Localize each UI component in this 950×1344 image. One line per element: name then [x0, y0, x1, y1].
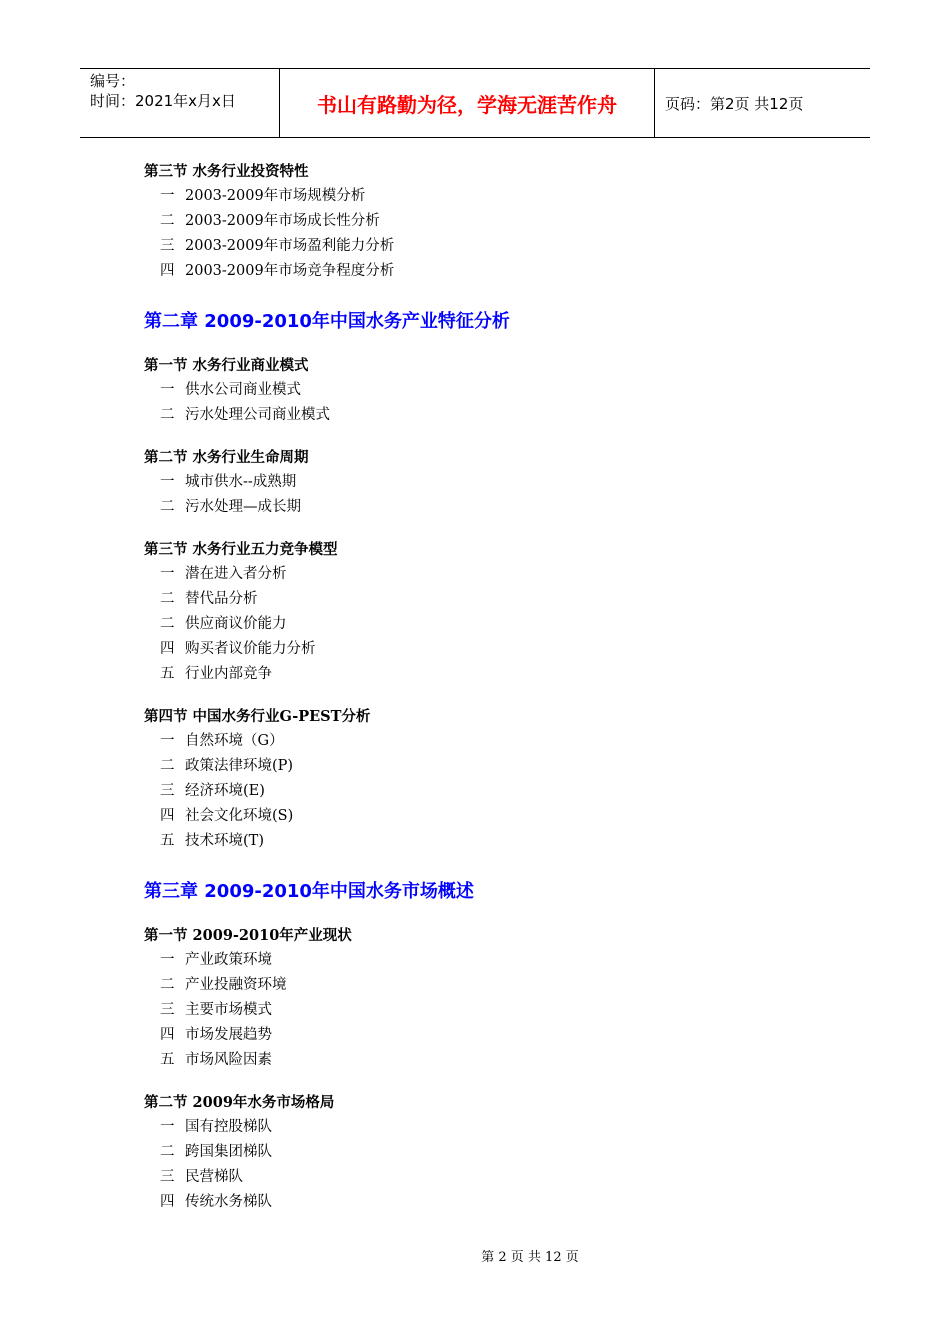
list-item: 一 城市供水--成熟期	[160, 474, 297, 490]
list-item: 二 跨国集团梯队	[160, 1144, 272, 1160]
page-footer: 第 2 页 共 12 页	[481, 1250, 579, 1265]
section-title: 第二节 2009年水务市场格局	[144, 1094, 335, 1111]
list-item: 二 供应商议价能力	[160, 616, 287, 632]
list-item: 一 自然环境（G）	[160, 733, 284, 749]
time-label: 时间：2021年x月x日	[90, 92, 236, 110]
list-item: 一 国有控股梯队	[160, 1119, 272, 1135]
list-item: 三 经济环境(E)	[160, 783, 265, 799]
section-title: 第二节 水务行业生命周期	[144, 449, 309, 466]
header-page-label: 页码：第2页 共12页	[665, 94, 804, 113]
header-motto: 书山有路勤为径，学海无涯苦作舟	[280, 69, 655, 137]
header-meta	[80, 69, 280, 137]
number-label: 编号：	[90, 72, 136, 90]
list-item: 一 产业政策环境	[160, 952, 272, 968]
section-title: 第一节 水务行业商业模式	[144, 357, 309, 374]
list-item: 二 政策法律环境(P)	[160, 758, 294, 774]
list-item: 二 产业投融资环境	[160, 977, 287, 993]
section-title: 第三节 水务行业五力竞争模型	[144, 541, 338, 558]
list-item: 五 市场风险因素	[160, 1052, 272, 1068]
list-item: 五 行业内部竞争	[160, 666, 272, 682]
list-item: 一 供水公司商业模式	[160, 382, 301, 398]
list-item: 四 购买者议价能力分析	[160, 641, 316, 657]
section-title: 第四节 中国水务行业G-PEST分析	[144, 708, 371, 725]
list-item: 一 潜在进入者分析	[160, 566, 287, 582]
list-item: 三 主要市场模式	[160, 1002, 272, 1018]
list-item: 四 市场发展趋势	[160, 1027, 272, 1043]
list-item: 三 2003-2009年市场盈利能力分析	[160, 238, 395, 254]
list-item: 四 社会文化环境(S)	[160, 808, 294, 824]
list-item: 二 2003-2009年市场成长性分析	[160, 213, 380, 229]
list-item: 三 民营梯队	[160, 1169, 243, 1185]
list-item: 二 污水处理公司商业模式	[160, 407, 330, 423]
list-item: 二 替代品分析	[160, 591, 258, 607]
list-item: 二 污水处理—成长期	[160, 499, 301, 515]
chapter-title: 第三章 2009-2010年中国水务市场概述	[144, 881, 474, 902]
list-item: 一 2003-2009年市场规模分析	[160, 188, 366, 204]
section-title: 第三节 水务行业投资特性	[144, 163, 309, 180]
page-header	[80, 68, 870, 138]
section-title: 第一节 2009-2010年产业现状	[144, 927, 352, 944]
chapter-title: 第二章 2009-2010年中国水务产业特征分析	[144, 311, 510, 332]
list-item: 四 2003-2009年市场竞争程度分析	[160, 263, 395, 279]
table-of-contents	[144, 160, 844, 1215]
list-item: 五 技术环境(T)	[160, 833, 264, 849]
list-item: 四 传统水务梯队	[160, 1194, 272, 1210]
